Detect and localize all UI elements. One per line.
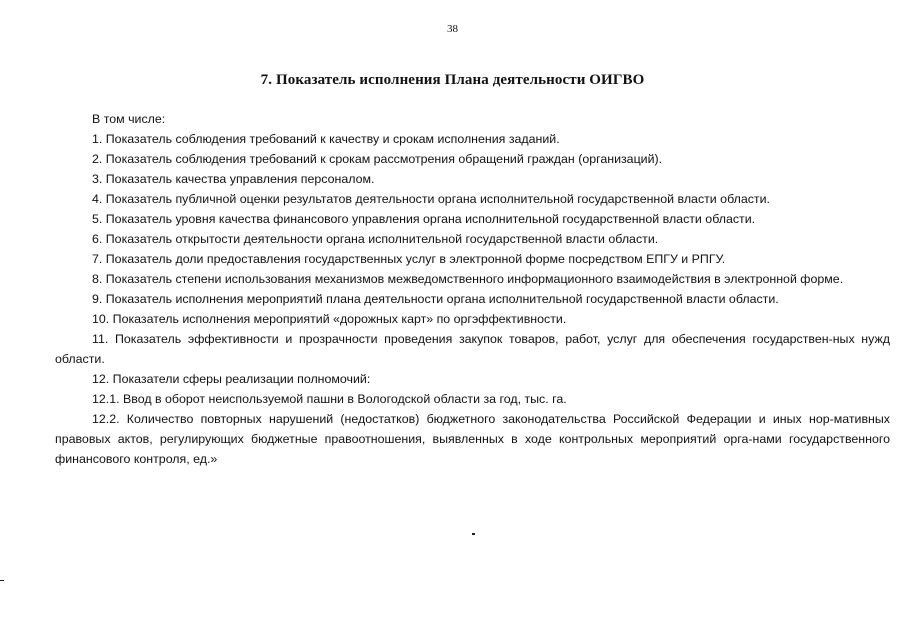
- list-item: 11. Показатель эффективности и прозрачности проведения закупок товаров, работ, услуг для обеспечения государствен-ных нужд области.: [55, 332, 890, 366]
- list-item: 12. Показатели сферы реализации полномочий:: [92, 372, 371, 386]
- list-item: 2. Показатель соблюдения требований к срокам рассмотрения обращений граждан (организаций).: [92, 152, 663, 166]
- list-item: 6. Показатель открытости деятельности органа исполнительной государственной власти области.: [92, 232, 659, 246]
- list-item: 7. Показатель доли предоставления государственных услуг в электронной форме посредством ЕПГУ и РПГУ.: [92, 252, 726, 266]
- indicator-list: [55, 109, 890, 469]
- page-number: 38: [447, 23, 458, 35]
- list-item: 4. Показатель публичной оценки результатов деятельности органа исполнительной государственной власти области.: [92, 192, 770, 206]
- list-item: 1. Показатель соблюдения требований к качеству и срокам исполнения заданий.: [92, 132, 560, 146]
- list-item: 12.1. Ввод в оборот неиспользуемой пашни в Вологодской области за год, тыс. га.: [92, 392, 567, 406]
- list-item: 9. Показатель исполнения мероприятий плана деятельности органа исполнительной государственной власти области.: [92, 292, 779, 306]
- section-title: 7. Показатель исполнения Плана деятельности ОИГВО: [260, 72, 645, 88]
- scan-speck: [472, 533, 475, 535]
- list-item: 10. Показатель исполнения мероприятий «дорожных карт» по оргэффективности.: [92, 312, 567, 326]
- list-item: 3. Показатель качества управления персоналом.: [92, 172, 375, 186]
- list-item: 12.2. Количество повторных нарушений (недостатков) бюджетного законодательства Российской Федерации и иных нор-мативных правовых актов, регулирующих бюджетные правоотношения, выявленных в ходе контрольных мероприятий орга-нами государственного финансового контроля, ед.»: [55, 412, 890, 466]
- intro-line: В том числе:: [92, 112, 166, 126]
- scan-speck: [0, 580, 4, 581]
- list-item: 5. Показатель уровня качества финансового управления органа исполнительной государственной власти области.: [92, 212, 756, 226]
- list-item: 8. Показатель степени использования механизмов межведомственного информационного взаимодействия в электронной форме.: [92, 272, 844, 286]
